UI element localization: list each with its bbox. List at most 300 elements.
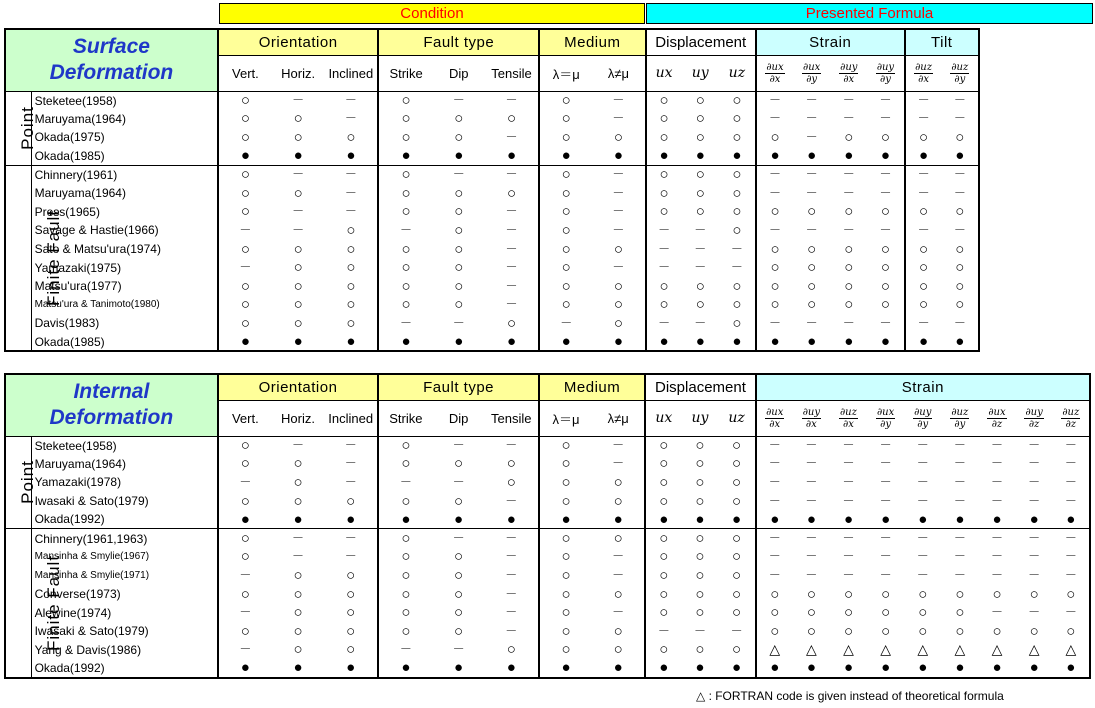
open-circle-mark: ○ [401,259,411,277]
dash-mark: － [842,549,855,564]
dash-mark: － [793,529,830,548]
displacement-header: Displacement [646,29,756,55]
filled-circle-mark: ● [904,659,941,678]
dash-mark: － [485,221,539,240]
open-circle-mark: ○ [770,128,780,146]
dash-mark: － [658,222,671,237]
dash-mark: － [768,438,781,453]
open-circle-mark: ○ [561,203,571,221]
open-circle-mark: ○ [695,92,705,110]
filled-circle-mark: ● [293,510,303,528]
open-circle-mark: ○ [770,259,780,277]
dash-mark: － [842,93,855,108]
author-cell: Maruyama(1964) [31,110,218,129]
filled-circle-mark: ● [955,510,965,528]
open-circle-mark: ○ [1029,585,1039,603]
filled-circle-mark: ● [942,333,979,352]
triangle-mark: △ [805,641,817,658]
open-circle-mark: ○ [659,455,669,473]
open-circle-mark: ○ [454,277,464,295]
dash-mark: － [452,474,465,489]
triangle-mark: △ [880,641,891,658]
dash-mark: － [239,642,252,657]
open-circle-mark: ○ [659,184,669,202]
open-circle-mark: ○ [561,128,571,146]
open-circle-mark: ○ [454,585,464,603]
open-circle-mark: ○ [324,314,378,333]
dash-mark: － [485,91,539,110]
dash-mark: － [592,455,645,474]
open-circle-mark: ○ [401,110,411,128]
dash-mark: － [953,567,966,582]
dash-mark: － [433,165,485,184]
open-circle-mark: ○ [659,128,669,146]
dash-mark: － [916,493,929,508]
col-header-ux: ux [646,55,682,91]
col-header-vert: Vert. [218,400,272,436]
dash-mark: － [719,622,756,641]
open-circle-mark: ○ [561,548,571,566]
open-circle-mark: ○ [807,203,817,221]
filled-circle-mark: ● [324,510,378,529]
dash-mark: － [842,111,855,126]
dash-mark: － [953,549,966,564]
open-circle-mark: ○ [401,203,411,221]
open-circle-mark: ○ [561,221,571,239]
open-circle-mark: ○ [324,240,378,259]
table-row [5,566,1090,585]
filled-circle-mark: ● [806,510,816,528]
dash-mark: － [805,549,818,564]
table-row [5,184,979,203]
filled-circle-mark: ● [919,147,929,165]
dash-mark: － [805,438,818,453]
dash-mark: － [769,222,782,237]
open-circle-mark: ○ [454,604,464,622]
triangle-mark: △ [917,641,929,658]
triangle-mark: △ [1053,641,1090,660]
dash-mark: － [942,110,979,129]
tilt-header: Tilt [905,29,979,55]
open-circle-mark: ○ [324,221,378,240]
open-circle-mark: ○ [695,296,705,314]
open-circle-mark: ○ [881,622,891,640]
open-circle-mark: ○ [843,622,853,640]
col-header-leq: λ＝μ [539,55,592,91]
open-circle-mark: ○ [659,92,669,110]
open-circle-mark: ○ [695,585,705,603]
open-circle-mark: ○ [867,258,904,277]
dash-mark: － [917,93,930,108]
dash-mark: － [324,455,378,474]
open-circle-mark: ○ [485,473,539,492]
author-cell: Savage & Hastie(1966) [31,221,218,240]
dash-mark: － [1053,473,1090,492]
open-circle-mark: ○ [807,259,817,277]
dash-mark: － [292,222,305,237]
filled-circle-mark: ● [592,147,645,166]
open-circle-mark: ○ [454,128,464,146]
open-circle-mark: ○ [1053,585,1090,604]
filled-circle-mark: ● [324,659,378,678]
open-circle-mark: ○ [240,240,250,258]
table-row [5,510,1090,529]
filled-circle-mark: ● [324,333,378,352]
dash-mark: － [867,314,904,333]
table-row [5,529,1090,548]
author-cell: Sato & Matsu'ura(1974) [31,240,218,259]
strain-header: Strain [756,374,1090,400]
filled-circle-mark: ● [719,333,756,352]
filled-circle-mark: ● [272,333,324,352]
open-circle-mark: ○ [454,548,464,566]
open-circle-mark: ○ [918,622,928,640]
open-circle-mark: ○ [293,128,303,146]
open-circle-mark: ○ [401,492,411,510]
dash-mark: － [953,438,966,453]
surface-deformation-title: Surface Deformation [5,29,218,91]
filled-circle-mark: ● [324,147,378,166]
dash-mark: － [485,240,539,259]
dash-mark: － [1028,474,1041,489]
col-header-incl: Inclined [324,55,378,91]
dash-mark: － [485,258,539,277]
filled-circle-mark: ● [592,510,645,529]
dash-mark: － [867,529,904,548]
dash-mark: － [1053,436,1090,455]
filled-circle-mark: ● [695,510,705,528]
open-circle-mark: ○ [918,585,928,603]
author-cell: Okada(1975) [31,128,218,147]
open-circle-mark: ○ [561,585,571,603]
dash-mark: － [990,493,1003,508]
internal-deformation-table [4,373,1091,679]
fault-type-header: Fault type [378,29,539,55]
open-circle-mark: ○ [592,529,645,548]
table-row [5,492,1090,511]
open-circle-mark: ○ [719,110,756,129]
dash-mark: － [592,221,645,240]
open-circle-mark: ○ [942,203,979,222]
open-circle-mark: ○ [867,296,904,315]
filled-circle-mark: ● [378,659,432,678]
dash-mark: － [452,93,465,108]
open-circle-mark: ○ [561,473,571,491]
open-circle-mark: ○ [695,455,705,473]
strain-col-2: $\frac{\partial ux}{\partial y}$ [793,55,830,91]
medium-header: Medium [539,374,645,400]
dash-mark: － [592,110,645,129]
filled-circle-mark: ● [401,510,411,528]
filled-circle-mark: ● [378,333,432,352]
dash-mark: － [485,566,539,585]
open-circle-mark: ○ [695,492,705,510]
dash-mark: － [917,315,930,330]
table-row [5,333,979,352]
open-circle-mark: ○ [695,548,705,566]
table-row [5,436,1090,455]
dash-mark: － [239,474,252,489]
dash-mark: － [239,605,252,620]
dash-mark: － [324,110,378,129]
open-circle-mark: ○ [807,296,817,314]
open-circle-mark: ○ [485,184,539,203]
open-circle-mark: ○ [293,184,303,202]
open-circle-mark: ○ [561,184,571,202]
open-circle-mark: ○ [401,622,411,640]
open-circle-mark: ○ [918,604,928,622]
dash-mark: － [842,315,855,330]
dash-mark: － [485,203,539,222]
dash-mark: － [592,603,645,622]
open-circle-mark: ○ [719,314,756,333]
col-header-uy: uy [681,400,718,436]
triangle-mark: △ [1028,641,1040,658]
open-circle-mark: ○ [324,622,378,641]
open-circle-mark: ○ [719,296,756,315]
dash-mark: － [990,438,1003,453]
open-circle-mark: ○ [942,258,979,277]
open-circle-mark: ○ [293,240,303,258]
table-row [5,203,979,222]
dash-mark: － [842,456,855,471]
open-circle-mark: ○ [806,604,816,622]
dash-mark: － [842,567,855,582]
dash-mark: － [452,642,465,657]
open-circle-mark: ○ [218,529,272,548]
open-circle-mark: ○ [844,296,854,314]
dash-mark: － [805,493,818,508]
section-label: Point [5,436,31,529]
open-circle-mark: ○ [401,240,411,258]
open-circle-mark: ○ [955,622,965,640]
dash-mark: － [658,260,671,275]
filled-circle-mark: ● [454,147,464,165]
filled-circle-mark: ● [756,333,793,352]
open-circle-mark: ○ [942,277,979,296]
table-row [5,296,979,315]
open-circle-mark: ○ [485,110,539,129]
dash-mark: － [657,623,670,638]
open-circle-mark: ○ [485,455,539,474]
open-circle-mark: ○ [592,128,645,147]
strain-col-3: $\frac{\partial uz}{\partial x}$ [830,400,867,436]
dash-mark: － [719,240,756,259]
open-circle-mark: ○ [719,566,756,585]
dash-mark: － [592,436,645,455]
col-header-leq: λ＝μ [539,400,592,436]
filled-circle-mark: ● [681,659,718,678]
dash-mark: － [805,185,818,200]
open-circle-mark: ○ [293,259,303,277]
open-circle-mark: ○ [659,437,669,455]
open-circle-mark: ○ [240,622,250,640]
filled-circle-mark: ● [1029,510,1039,528]
dash-mark: － [942,165,979,184]
dash-mark: － [324,529,378,548]
medium-header: Medium [539,29,645,55]
dash-mark: － [292,549,305,564]
dash-mark: － [916,549,929,564]
table-row [5,455,1090,474]
filled-circle-mark: ● [867,147,904,166]
open-circle-mark: ○ [240,110,250,128]
open-circle-mark: ○ [919,259,929,277]
dash-mark: － [905,165,942,184]
dash-mark: － [904,529,941,548]
open-circle-mark: ○ [659,296,669,314]
dash-mark: － [917,111,930,126]
dash-mark: － [830,165,867,184]
dash-mark: － [400,315,413,330]
open-circle-mark: ○ [293,585,303,603]
dash-mark: － [867,91,904,110]
open-circle-mark: ○ [844,128,854,146]
open-circle-mark: ○ [659,473,669,491]
open-circle-mark: ○ [659,604,669,622]
open-circle-mark: ○ [561,604,571,622]
filled-circle-mark: ● [770,510,780,528]
open-circle-mark: ○ [919,296,929,314]
author-cell: Okada(1992) [31,510,218,529]
open-circle-mark: ○ [867,277,904,296]
open-circle-mark: ○ [454,296,464,314]
open-circle-mark: ○ [770,585,780,603]
displacement-header: Displacement [645,374,755,400]
author-cell: Chinnery(1961) [31,165,218,184]
open-circle-mark: ○ [324,296,378,315]
filled-circle-mark: ● [240,510,250,528]
open-circle-mark: ○ [592,277,645,296]
dash-mark: － [324,91,378,110]
author-cell: Mansinha & Smylie(1967) [31,548,218,567]
open-circle-mark: ○ [719,492,756,511]
filled-circle-mark: ● [905,333,942,352]
dash-mark: － [719,258,756,277]
open-circle-mark: ○ [806,622,816,640]
filled-circle-mark: ● [539,333,592,352]
open-circle-mark: ○ [719,641,756,660]
open-circle-mark: ○ [942,128,979,147]
open-circle-mark: ○ [592,314,645,333]
open-circle-mark: ○ [695,604,705,622]
author-cell: Alewine(1974) [31,603,218,622]
dash-mark: － [292,204,305,219]
filled-circle-mark: ● [719,510,756,529]
dash-mark: － [769,93,782,108]
open-circle-mark: ○ [561,240,571,258]
open-circle-mark: ○ [695,566,705,584]
open-circle-mark: ○ [240,314,250,332]
filled-circle-mark: ● [1053,659,1090,678]
author-cell: Iwasaki & Sato(1979) [31,622,218,641]
triangle-mark: △ [843,641,854,658]
filled-circle-mark: ● [485,333,539,352]
dash-mark: － [867,165,904,184]
filled-circle-mark: ● [561,510,571,528]
open-circle-mark: ○ [240,296,250,314]
open-circle-mark: ○ [843,585,853,603]
dash-mark: － [917,185,930,200]
dash-mark: － [694,222,707,237]
dash-mark: － [272,165,324,184]
dash-mark: － [756,529,793,548]
dash-mark: － [485,548,539,567]
open-circle-mark: ○ [719,529,756,548]
dash-mark: － [485,165,539,184]
open-circle-mark: ○ [992,622,1002,640]
col-header-uz: uz [719,55,756,91]
open-circle-mark: ○ [401,277,411,295]
dash-mark: － [805,129,818,144]
author-cell: Matsu'ura(1977) [31,277,218,296]
col-header-horiz: Horiz. [272,400,324,436]
open-circle-mark: ○ [401,585,411,603]
dash-mark: － [1053,548,1090,567]
open-circle-mark: ○ [401,437,411,455]
dash-mark: － [756,165,793,184]
dash-mark: － [978,529,1015,548]
dash-mark: － [842,493,855,508]
dash-mark: － [592,165,645,184]
dash-mark: － [805,315,818,330]
condition-banner: Condition [219,3,645,24]
open-circle-mark: ○ [454,110,464,128]
strain-col-1: $\frac{\partial ux}{\partial x}$ [756,55,793,91]
author-cell: Iwasaki & Sato(1979) [31,492,218,511]
open-circle-mark: ○ [293,622,303,640]
open-circle-mark: ○ [561,455,571,473]
author-cell: Okada(1985) [31,333,218,352]
open-circle-mark: ○ [646,165,682,184]
open-circle-mark: ○ [807,277,817,295]
open-circle-mark: ○ [942,296,979,315]
open-circle-mark: ○ [844,259,854,277]
open-circle-mark: ○ [401,566,411,584]
open-circle-mark: ○ [240,455,250,473]
open-circle-mark: ○ [293,110,303,128]
filled-circle-mark: ● [659,147,669,165]
open-circle-mark: ○ [719,585,756,604]
dash-mark: － [842,474,855,489]
open-circle-mark: ○ [592,622,645,641]
table-row [5,473,1090,492]
dash-mark: － [953,474,966,489]
dash-mark: － [592,566,645,585]
open-circle-mark: ○ [293,604,303,622]
dash-mark: － [867,110,904,129]
dash-mark: － [485,277,539,296]
open-circle-mark: ○ [992,585,1002,603]
filled-circle-mark: ● [645,659,681,678]
filled-circle-mark: ● [843,510,853,528]
open-circle-mark: ○ [293,314,303,332]
dash-mark: － [916,438,929,453]
filled-circle-mark: ● [592,333,645,352]
dash-mark: － [953,456,966,471]
table-row [5,110,979,129]
dash-mark: － [879,456,892,471]
author-cell: Okada(1985) [31,147,218,166]
dash-mark: － [990,567,1003,582]
open-circle-mark: ○ [293,473,303,491]
filled-circle-mark: ● [719,147,756,166]
surface-deformation-table [4,28,980,352]
open-circle-mark: ○ [695,110,705,128]
dash-mark: － [917,222,930,237]
dash-mark: － [485,296,539,315]
dash-mark: － [793,165,830,184]
